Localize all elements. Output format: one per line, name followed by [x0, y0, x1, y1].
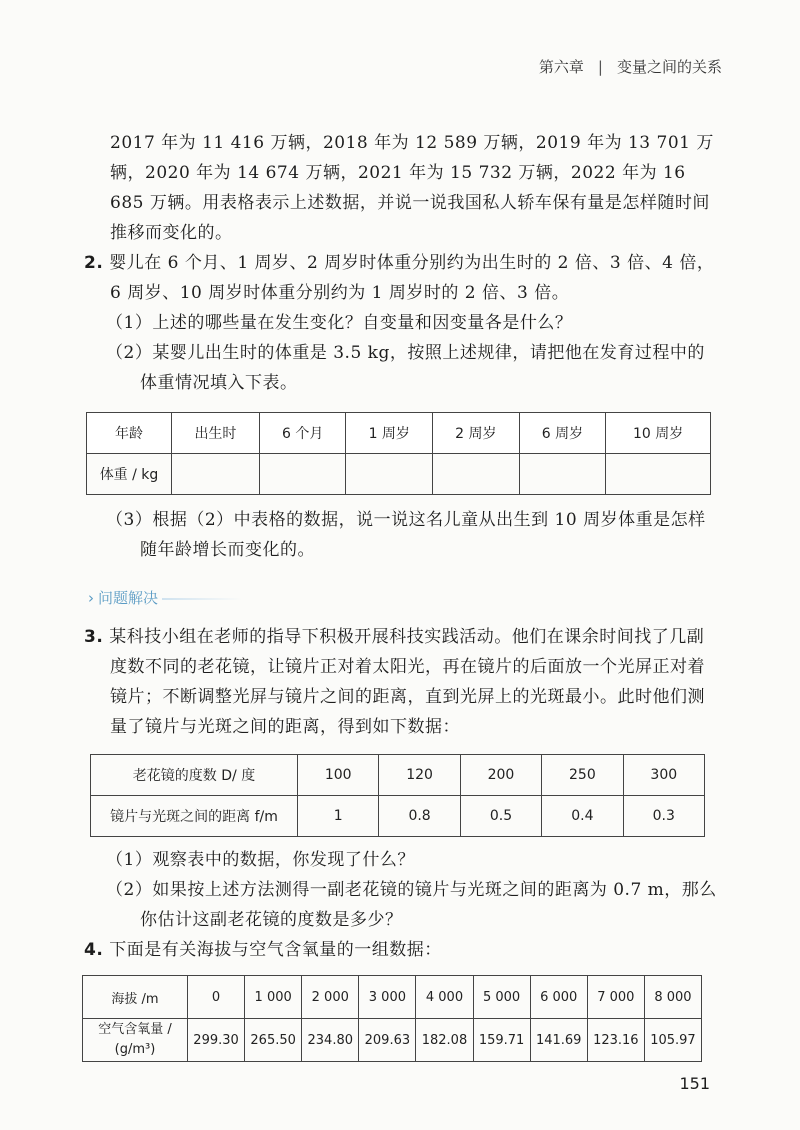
q4-stem [84, 935, 719, 965]
table-cell: 10 周岁 [606, 413, 711, 454]
table-row [87, 454, 711, 495]
q3-sub1: （1）观察表中的数据，你发现了什么？ [106, 850, 415, 870]
chapter-title: 变量之间的关系 [616, 58, 722, 76]
page-content [84, 128, 719, 1062]
table-row [83, 1019, 702, 1062]
section-title: 问题解决 [98, 589, 159, 607]
chapter-label: 第六章 [538, 58, 584, 76]
q2-sub3: （3）根据（2）中表格的数据，说一说这名儿童从出生到 10 周岁体重是怎样随年龄增长而变化的。 [106, 510, 706, 560]
table-row [91, 796, 705, 837]
table-cell: 1 [298, 796, 379, 837]
table-cell: 7 000 [587, 976, 644, 1019]
blank-cell [172, 454, 260, 495]
running-header [539, 56, 722, 77]
table-cell: 8 000 [644, 976, 701, 1019]
table-row [91, 755, 705, 796]
table-cell: 镜片与光斑之间的距离 f/m [91, 796, 298, 837]
blank-cell [519, 454, 606, 495]
table-cell: 6 个月 [259, 413, 346, 454]
q2-sub2: （2）某婴儿出生时的体重是 3.5 kg，按照上述规律，请把他在发育过程中的体重情况填入下表。 [106, 343, 705, 393]
table-cell: 250 [542, 755, 623, 796]
q2-number: 2. [84, 253, 104, 273]
q4-text: 下面是有关海拔与空气含氧量的一组数据： [109, 940, 442, 960]
blank-cell [606, 454, 711, 495]
table-cell: 120 [379, 755, 460, 796]
table-row [83, 976, 702, 1019]
q3-sub2: （2）如果按上述方法测得一副老花镜的镜片与光斑之间的距离为 0.7 m，那么你估计这副老花镜的度数是多少？ [106, 880, 717, 930]
blank-cell [433, 454, 520, 495]
table-cell: 0.4 [542, 796, 623, 837]
q2-sub1: （1）上述的哪些量在发生变化？自变量和因变量各是什么？ [106, 313, 573, 333]
section-heading [88, 587, 719, 608]
chevron-right-icon: › [88, 589, 94, 607]
table-cell: 3 000 [359, 976, 416, 1019]
table-cell: 0.5 [460, 796, 541, 837]
table-cell: 265.50 [245, 1019, 302, 1062]
table-cell: 123.16 [587, 1019, 644, 1062]
table-cell: 6 000 [530, 976, 587, 1019]
table-cell: 出生时 [172, 413, 260, 454]
section-rule [162, 598, 242, 600]
q3-text: 某科技小组在老师的指导下积极开展科技实践活动。他们在课余时间找了几副度数不同的老花镜，让镜片正对着太阳光，再在镜片的后面放一个光屏正对着镜片；不断调整光屏与镜片之间的距离，直到光屏上的光斑最小。此时他们测量了镜片与光斑之间的距离，得到如下数据： [109, 627, 705, 737]
table-cell: 0.3 [623, 796, 704, 837]
table-cell: 2 000 [302, 976, 359, 1019]
table-row [87, 413, 711, 454]
table-cell: 105.97 [644, 1019, 701, 1062]
table-cell: 4 000 [416, 976, 473, 1019]
table-cell: 年龄 [87, 413, 172, 454]
table-cell: 老花镜的度数 D/ 度 [91, 755, 298, 796]
table-cell: 159.71 [473, 1019, 530, 1062]
q2-stem [84, 248, 719, 308]
table-cell: 体重 / kg [87, 454, 172, 495]
header-separator: | [597, 58, 603, 76]
page-number: 151 [679, 1074, 710, 1093]
q4-number: 4. [84, 940, 104, 960]
table-cell: 2 周岁 [433, 413, 520, 454]
table-cell: 141.69 [530, 1019, 587, 1062]
blank-cell [346, 454, 433, 495]
table-cell: 200 [460, 755, 541, 796]
altitude-table [82, 975, 702, 1062]
table-cell: 300 [623, 755, 704, 796]
table-cell: 0 [188, 976, 245, 1019]
table-cell: 234.80 [302, 1019, 359, 1062]
table-cell: 5 000 [473, 976, 530, 1019]
q1-continuation: 2017 年为 11 416 万辆，2018 年为 12 589 万辆，2019 年为 13 701 万辆，2020 年为 14 674 万辆，2021 年为 15 732 万辆，2022 年为 16 685 万辆。用表格表示上述数据，并说一说我国私人轿车保有量是怎样随时间推移而变化的。 [110, 133, 714, 243]
table-cell: 100 [298, 755, 379, 796]
table-cell: 182.08 [416, 1019, 473, 1062]
table-cell: 209.63 [359, 1019, 416, 1062]
table-cell: 海拔 /m [83, 976, 188, 1019]
table-cell: 299.30 [188, 1019, 245, 1062]
table-cell: 空气含氧量 / (g/m³) [83, 1019, 188, 1062]
table-cell: 1 周岁 [346, 413, 433, 454]
q3-number: 3. [84, 627, 104, 647]
table-cell: 6 周岁 [519, 413, 606, 454]
glasses-table [90, 754, 705, 837]
table-cell: 0.8 [379, 796, 460, 837]
blank-cell [259, 454, 346, 495]
weight-table [86, 412, 711, 495]
q3-stem [84, 622, 719, 742]
q2-text: 婴儿在 6 个月、1 周岁、2 周岁时体重分别约为出生时的 2 倍、3 倍、4 倍，6 周岁、10 周岁时体重分别约为 1 周岁时的 2 倍、3 倍。 [109, 253, 715, 303]
table-cell: 1 000 [245, 976, 302, 1019]
